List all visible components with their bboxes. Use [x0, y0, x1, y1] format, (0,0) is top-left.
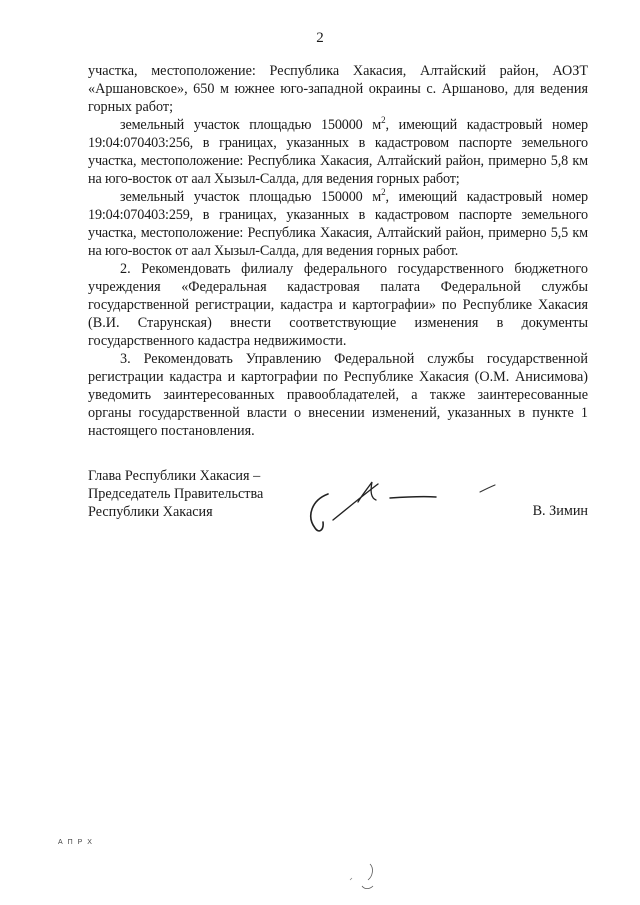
area-unit-superscript: 2: [381, 115, 386, 125]
footer-code: А П Р Х: [58, 839, 94, 846]
paragraph-location-continuation: участка, местоположение: Республика Хакасия, Алтайский район, АОЗТ «Аршановское», 650 м южнее юго-западной окраины с. Аршаново, для ведения горных работ;: [88, 63, 588, 115]
page-number: 2: [316, 30, 324, 46]
signer-title-line-1: Глава Республики Хакасия –: [88, 468, 261, 484]
signer-name: В. Зимин: [532, 503, 588, 519]
land-plot-256-text-end: , имеющий кадастровый номер 19:04:070403:256, в границах, указанных в кадастровом паспорте земельного участка, местоположение: Республика Хакасия, Алтайский район, примерно 5,8 км на юго-восток от аал Хызыл-Салда, для ведения горных работ;: [88, 117, 589, 187]
paragraph-item-2: 2. Рекомендовать филиалу федерального государственного бюджетного учреждения «Федеральная кадастровая палата Федеральной службы государственной регистрации, кадастра и картографии» по Республике Хакасия (В.И. Старунская) внести соответствующие изменения в документы государственного кадастра недвижимости.: [88, 261, 588, 349]
land-plot-259-text-end: , имеющий кадастровый номер 19:04:070403:259, в границах, указанных в кадастровом паспорте земельного участка, местоположение: Республика Хакасия, Алтайский район, примерно 5,5 км на юго-восток от аал Хызыл-Салда, для ведения горных работ.: [88, 189, 589, 259]
paragraph-land-plot-256: [88, 116, 588, 188]
area-unit-superscript: 2: [381, 187, 386, 197]
scan-artifact: [340, 858, 380, 898]
land-plot-256-text-start: земельный участок площадью 150000 м: [120, 117, 382, 133]
handwritten-signature: [300, 470, 510, 545]
land-plot-259-text-start: земельный участок площадью 150000 м: [120, 189, 382, 205]
signer-title-line-2: Председатель Правительства: [88, 486, 264, 502]
paragraph-land-plot-259: [88, 188, 588, 260]
document-body: [88, 62, 588, 440]
signature-block: [88, 467, 263, 521]
paragraph-item-3: 3. Рекомендовать Управлению Федеральной службы государственной регистрации кадастра и картографии по Республике Хакасия (О.М. Анисимова) уведомить заинтересованных правообладателей, а также заинтересованные органы государственной власти о внесении изменений, указанных в пункте 1 настоящего постановления.: [88, 351, 588, 439]
signer-title-line-3: Республики Хакасия: [88, 504, 213, 520]
